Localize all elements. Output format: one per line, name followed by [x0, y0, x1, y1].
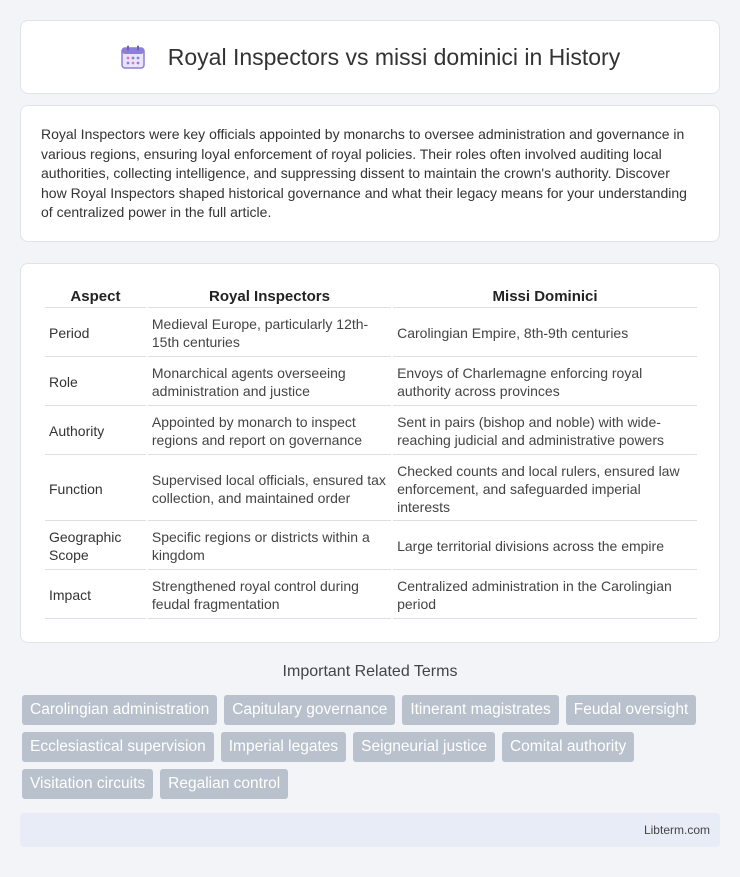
row-royal-inspectors: Supervised local officials, ensured tax collection, and maintained order	[148, 457, 391, 521]
row-aspect: Impact	[45, 572, 146, 619]
related-term-tag[interactable]: Visitation circuits	[22, 769, 153, 799]
row-royal-inspectors: Appointed by monarch to inspect regions and report on governance	[148, 408, 391, 455]
column-header-aspect: Aspect	[45, 286, 146, 308]
row-royal-inspectors: Medieval Europe, particularly 12th-15th centuries	[148, 310, 391, 357]
page-title: Royal Inspectors vs missi dominici in History	[167, 43, 621, 70]
row-royal-inspectors: Strengthened royal control during feudal fragmentation	[148, 572, 391, 619]
row-missi-dominici: Large territorial divisions across the empire	[393, 523, 697, 570]
column-header-missi-dominici: Missi Dominici	[393, 286, 697, 308]
related-term-tag[interactable]: Feudal oversight	[566, 695, 697, 725]
footer-site-link[interactable]: Libterm.com	[643, 823, 710, 837]
row-royal-inspectors: Specific regions or districts within a kingdom	[148, 523, 391, 570]
table-row	[45, 408, 697, 455]
related-term-tag[interactable]: Regalian control	[160, 769, 288, 799]
related-term-tag[interactable]: Comital authority	[502, 732, 634, 762]
footer-bar	[20, 813, 720, 847]
table-row	[45, 457, 697, 521]
calendar-icon	[120, 44, 146, 70]
row-missi-dominici: Carolingian Empire, 8th-9th centuries	[393, 310, 697, 357]
related-terms-heading: Important Related Terms	[282, 663, 458, 680]
row-aspect: Geographic Scope	[45, 523, 146, 570]
table-row	[45, 523, 697, 570]
row-missi-dominici: Checked counts and local rulers, ensured law enforcement, and safeguarded imperial interests	[393, 457, 697, 521]
related-term-tag[interactable]: Itinerant magistrates	[402, 695, 558, 725]
table-row	[45, 359, 697, 406]
table-row	[45, 310, 697, 357]
row-missi-dominici: Centralized administration in the Carolingian period	[393, 572, 697, 619]
row-missi-dominici: Envoys of Charlemagne enforcing royal authority across provinces	[393, 359, 697, 406]
intro-paragraph: Royal Inspectors were key officials appointed by monarchs to oversee administration and governance in various regions, ensuring loyal enforcement of royal policies. Their roles often involved auditing local authorities, collecting intelligence, and suppressing dissent to maintain the crown's authority. Discover how Royal Inspectors shaped historical governance and what their legacy means for your understanding of centralized power in the full article.	[41, 126, 687, 221]
related-term-tag[interactable]: Carolingian administration	[22, 695, 217, 725]
related-term-tag[interactable]: Ecclesiastical supervision	[22, 732, 214, 762]
row-aspect: Role	[45, 359, 146, 406]
comparison-table	[43, 284, 699, 621]
header-card	[20, 20, 720, 94]
table-header-row	[45, 286, 697, 308]
column-header-royal-inspectors: Royal Inspectors	[148, 286, 391, 308]
intro-card	[20, 105, 720, 242]
row-aspect: Function	[45, 457, 146, 521]
table-row	[45, 572, 697, 619]
related-term-tag[interactable]: Capitulary governance	[224, 695, 395, 725]
row-aspect: Period	[45, 310, 146, 357]
related-terms-list	[22, 695, 722, 806]
row-aspect: Authority	[45, 408, 146, 455]
row-royal-inspectors: Monarchical agents overseeing administration and justice	[148, 359, 391, 406]
row-missi-dominici: Sent in pairs (bishop and noble) with wide-reaching judicial and administrative powers	[393, 408, 697, 455]
comparison-card	[20, 263, 720, 643]
related-term-tag[interactable]: Seigneurial justice	[353, 732, 495, 762]
related-term-tag[interactable]: Imperial legates	[221, 732, 346, 762]
